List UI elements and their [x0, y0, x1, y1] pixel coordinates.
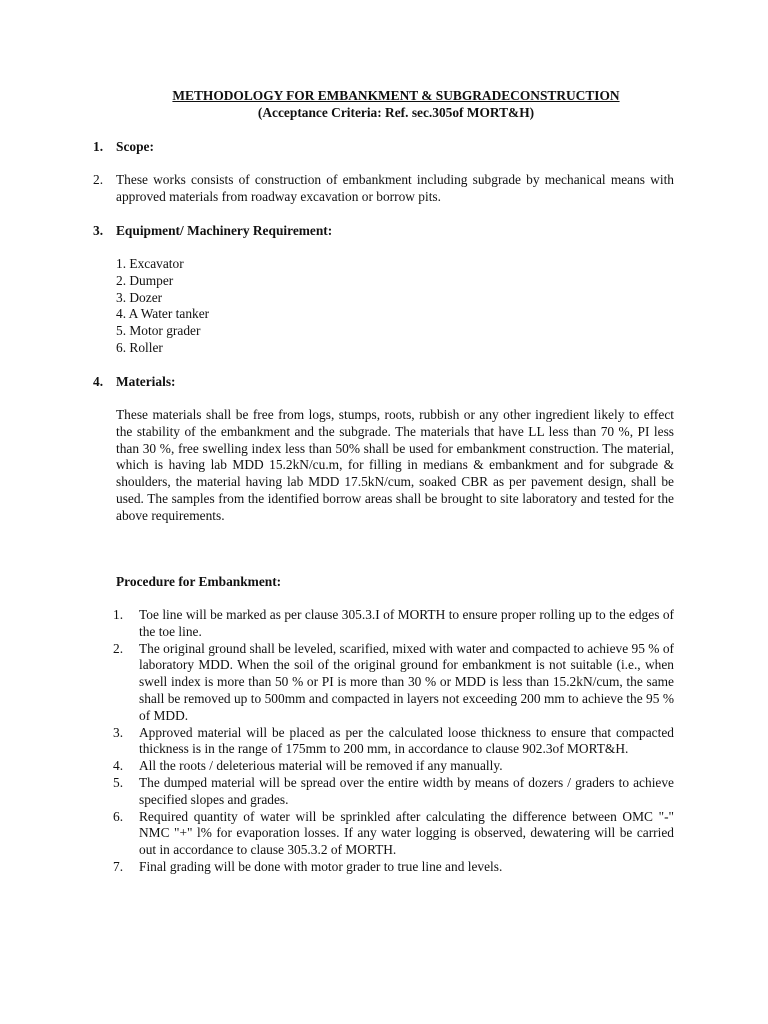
- item-number: 5.: [113, 774, 124, 790]
- scope-label: Scope:: [116, 139, 154, 154]
- item-text: Toe line will be marked as per clause 305.3.I of MORTH to ensure proper rolling up to the edges of the toe line.: [139, 607, 674, 639]
- list-item: [113, 859, 674, 876]
- scope-number: 1.: [93, 139, 104, 154]
- scope-description: [93, 172, 674, 206]
- equipment-label: Equipment/ Machinery Requirement:: [116, 223, 333, 238]
- item-number: 7.: [113, 858, 124, 874]
- item-text: All the roots / deleterious material will be removed if any manually.: [139, 758, 503, 774]
- equipment-number: 3.: [93, 223, 104, 238]
- materials-label: Materials:: [116, 374, 176, 389]
- item-text: The original ground shall be leveled, scarified, mixed with water and compacted to achieve 95 % of laboratory MDD. When the soil of the original ground for embankment is not suitable (i.e., when swell index is more than 50 % or PI is more than 30 % or MDD is less than 15.2kN/cum, the same shall be removed up to 500mm and compacted in layers not exceeding 200 mm to achieve the 95 % of MDD.: [139, 640, 674, 723]
- list-item: [113, 775, 674, 809]
- list-item: [113, 809, 674, 859]
- list-item: 5. Motor grader: [116, 323, 201, 339]
- procedure-list: [113, 607, 674, 876]
- item-number: 3.: [113, 724, 124, 740]
- list-item: [113, 725, 674, 759]
- scope-text-number: 2.: [93, 172, 104, 187]
- list-item: [113, 641, 674, 725]
- list-item: 1. Excavator: [116, 256, 184, 271]
- document-title: [0, 88, 768, 122]
- item-text: Required quantity of water will be sprinkled after calculating the difference between OMC "-" NMC "+" l% for evaporation losses. If any water logging is observed, dewatering will be carried out in accordance to clause 305.3.2 of MORTH.: [139, 808, 674, 858]
- procedure-heading: Procedure for Embankment:: [116, 574, 282, 589]
- materials-number: 4.: [93, 374, 104, 389]
- title-line-1: METHODOLOGY FOR EMBANKMENT & SUBGRADECONSTRUCTION: [172, 88, 620, 103]
- item-number: 1.: [113, 607, 124, 622]
- materials-text: These materials shall be free from logs, stumps, roots, rubbish or any other ingredient likely to effect the stability of the embankment and the subgrade. The materials that have LL less than 70 %, PI less than 30 %, free swelling index less than 50% shall be used for embankment construction. The material, which is having lab MDD 15.2kN/cu.m, for filling in medians & embankment and for subgrade & shoulders, the material having lab MDD 17.5kN/cum, soaked CBR as per pavement design, shall be used. The samples from the identified borrow areas shall be brought to site laboratory and tested for the above requirements.: [116, 407, 674, 523]
- item-number: 4.: [113, 758, 124, 774]
- item-text: Final grading will be done with motor grader to true line and levels.: [139, 858, 503, 874]
- item-number: 2.: [113, 640, 124, 656]
- scope-heading: [93, 139, 154, 156]
- materials-heading: [93, 374, 176, 391]
- list-item: 3. Dozer: [116, 289, 163, 305]
- equipment-list: [116, 256, 209, 357]
- list-item: 2. Dumper: [116, 272, 174, 288]
- item-text: The dumped material will be spread over the entire width by means of dozers / graders to achieve specified slopes and grades.: [139, 774, 674, 807]
- title-line-2: (Acceptance Criteria: Ref. sec.305of MORT&H): [257, 104, 535, 120]
- equipment-heading: [93, 223, 332, 240]
- item-text: Approved material will be placed as per the calculated loose thickness to ensure that compacted thickness is in the range of 175mm to 200 mm, in accordance to clause 902.3of MORT&H.: [139, 724, 674, 757]
- item-number: 6.: [113, 808, 124, 824]
- list-item: 4. A Water tanker: [116, 306, 210, 322]
- list-item: [113, 758, 674, 775]
- scope-text: These works consists of construction of embankment including subgrade by mechanical means with approved materials from roadway excavation or borrow pits.: [116, 172, 674, 204]
- list-item: 6. Roller: [116, 339, 163, 355]
- list-item: [113, 607, 674, 641]
